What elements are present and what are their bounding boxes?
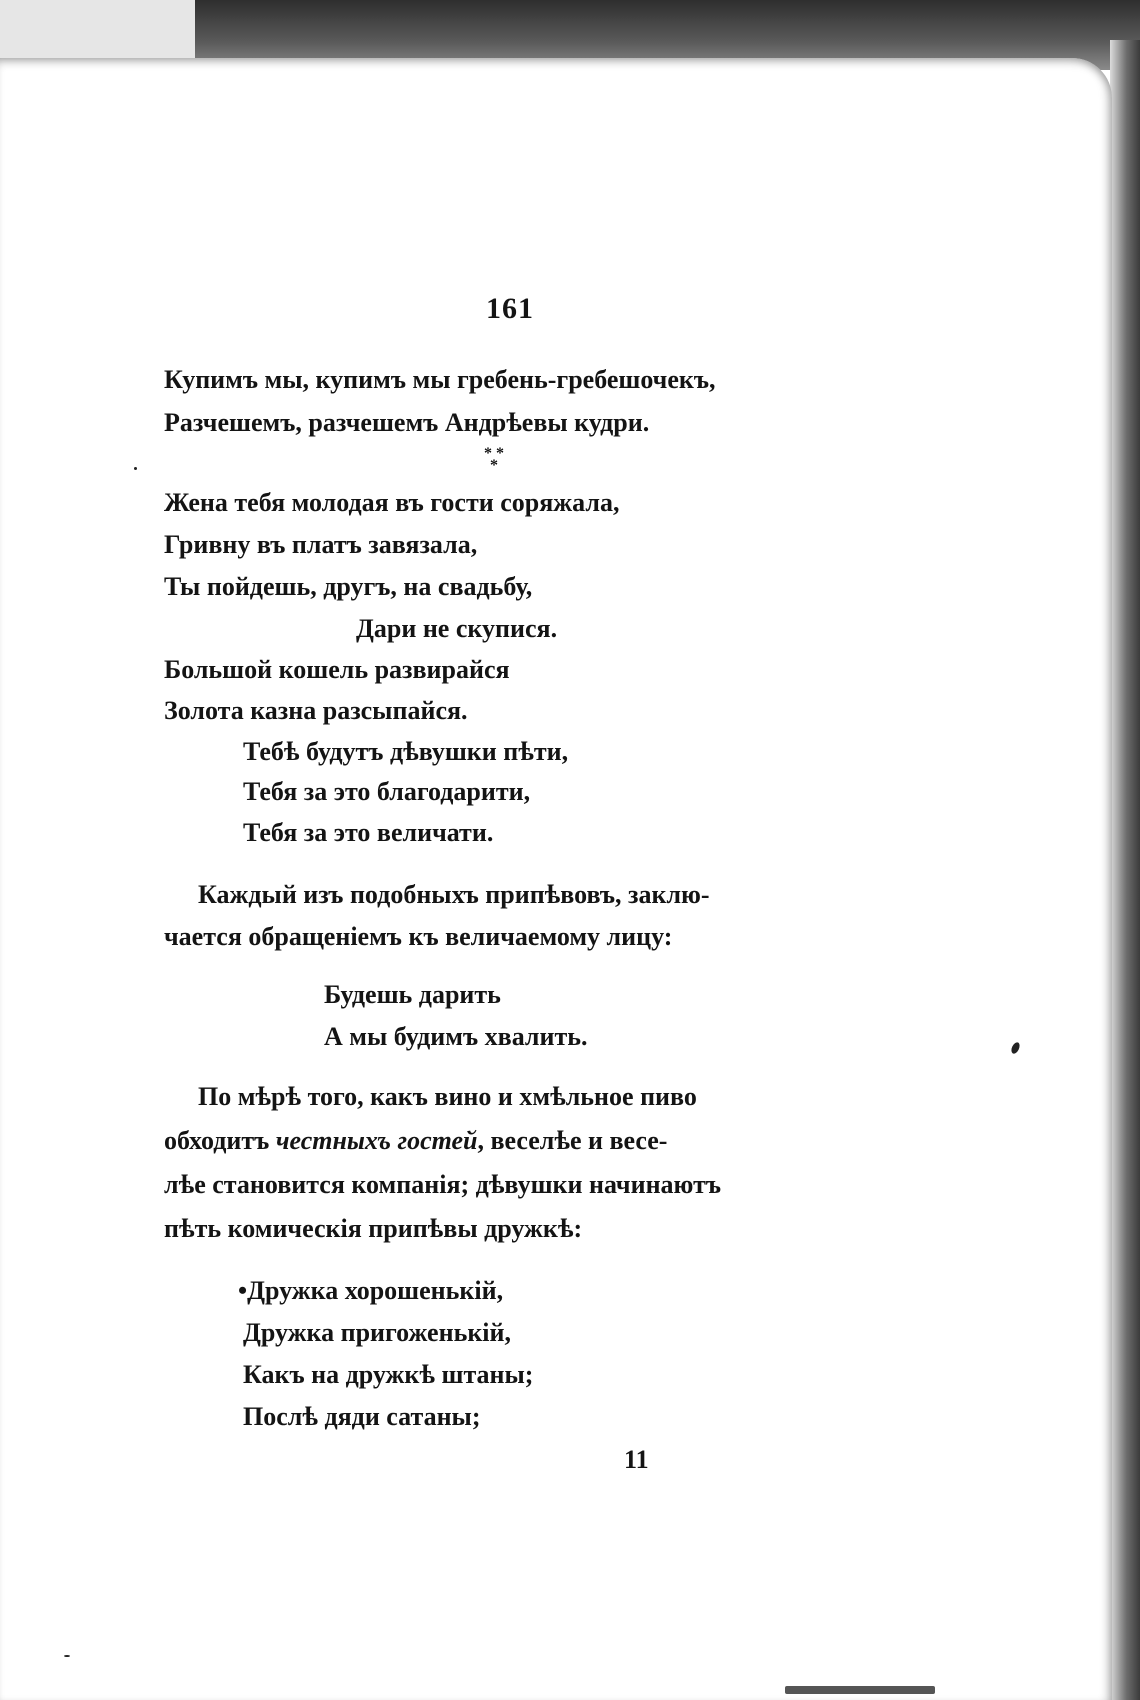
prose-line: Каждый изъ подобныхъ припѣвовъ, заклю- [198, 880, 710, 909]
prose-line: чается обращеніемъ къ величаемому лицу: [164, 922, 673, 951]
verse-line: Тебя за это благодарити, [243, 777, 531, 806]
verse-line: Жена тебя молодая въ гости соряжала, [164, 488, 620, 517]
verse-line: Купимъ мы, купимъ мы гребень-гребешочекъ, [164, 365, 716, 394]
verse-line: Послѣ дяди сатаны; [243, 1402, 481, 1431]
verse-line: Тебѣ будутъ дѣвушки пѣти, [243, 737, 569, 766]
verse-line: Золота казна разсыпайся. [164, 696, 468, 725]
prose-line: лѣе становится компанія; дѣвушки начинаютъ [164, 1170, 722, 1199]
prose-line-start: обходитъ [164, 1126, 276, 1155]
verse-line: Гривну въ платъ завязала, [164, 530, 478, 559]
book-edge-right [1110, 40, 1140, 1700]
verse-line: Какъ на дружкѣ штаны; [243, 1360, 534, 1389]
scan-speck [64, 1655, 70, 1657]
section-asterism: * * * [484, 445, 504, 474]
verse-line: Тебя за это величати. [243, 818, 494, 847]
prose-line: пѣть комическія припѣвы дружкѣ: [164, 1214, 583, 1243]
verse-line: Дари не скупися. [356, 614, 558, 643]
verse-line: Дружка пригоженькій, [243, 1318, 511, 1347]
prose-line-end: , веселѣе и весе- [477, 1126, 668, 1155]
scan-speck [134, 467, 137, 470]
verse-line: Разчешемъ, разчешемъ Андрѣевы кудри. [164, 408, 650, 437]
prose-line [164, 1126, 667, 1156]
prose-line: По мѣрѣ того, какъ вино и хмѣльное пиво [198, 1082, 697, 1111]
verse-line: Будешь дарить [324, 980, 501, 1009]
italic-phrase: честныхъ гостей [275, 1126, 478, 1155]
book-page [0, 58, 1112, 1700]
verse-line: А мы будимъ хвалить. [324, 1022, 588, 1051]
page-number: 161 [486, 292, 534, 325]
signature-mark: 11 [624, 1445, 649, 1474]
verse-line: Большой кошель развирайся [164, 655, 510, 684]
scan-smudge [785, 1686, 935, 1694]
verse-line: •Дружка хорошенькій, [238, 1276, 504, 1305]
verse-line: Ты пойдешь, другъ, на свадьбу, [164, 572, 533, 601]
